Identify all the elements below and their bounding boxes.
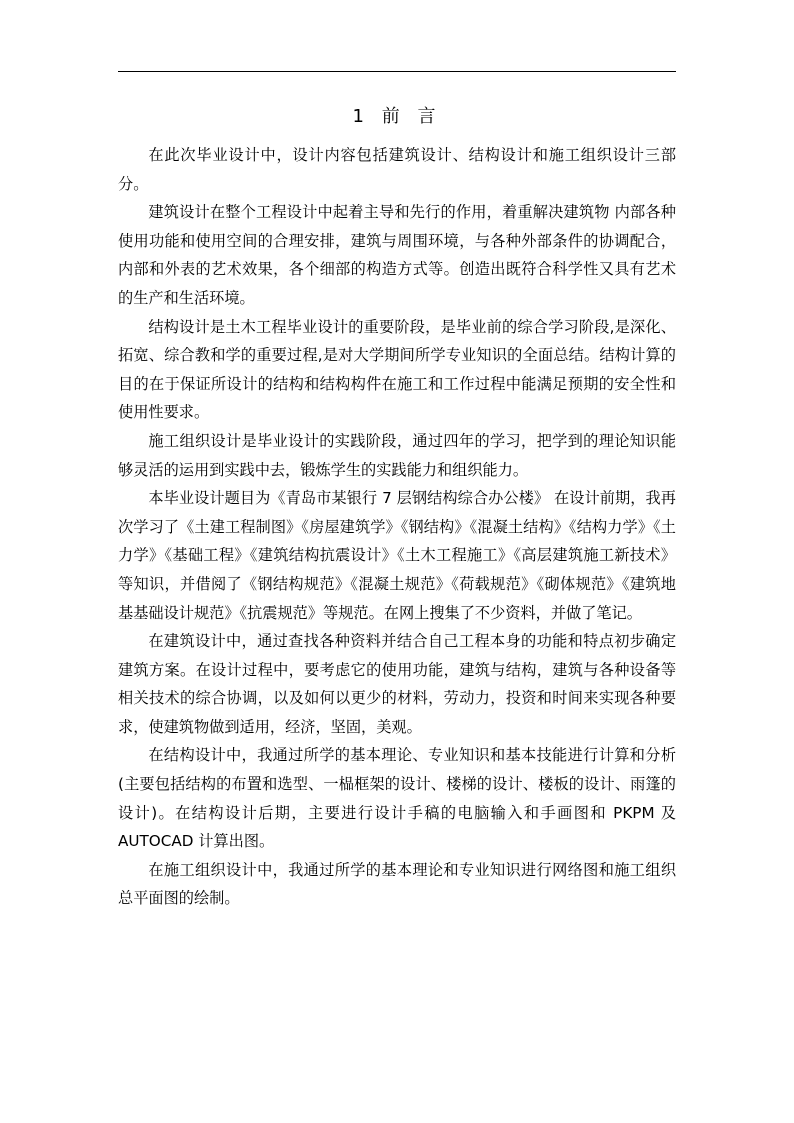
- paragraph: 在施工组织设计中，我通过所学的基本理论和专业知识进行网络图和施工组织总平面图的绘制。: [118, 860, 676, 908]
- paragraph: 在此次毕业设计中，设计内容包括建筑设计、结构设计和施工组织设计三部分。: [118, 146, 676, 193]
- paragraph: 在建筑设计中，通过查找各种资料并结合自己工程本身的功能和特点初步确定建筑方案。在设计过程中，要考虑它的使用功能，建筑与结构，建筑与各种设备等相关技术的综合协调，以及如何以更少的材料，劳动力，投资和时间来实现各种要求，使建筑物做到适用，经济，坚固，美观。: [118, 632, 676, 736]
- body-text: [118, 141, 676, 913]
- paragraph: 施工组织设计是毕业设计的实践阶段，通过四年的学习，把学到的理论知识能够灵活的运用到实践中去，锻炼学生的实践能力和组织能力。: [118, 431, 676, 479]
- header-rule: [118, 71, 676, 72]
- paragraph: 本毕业设计题目为《青岛市某银行 7 层钢结构综合办公楼》 在设计前期，我再次学习了《土建工程制图》《房屋建筑学》《钢结构》《混凝土结构》《结构力学》《土力学》《基础工程》《建筑结构抗震设计》《土木工程施工》《高层建筑施工新技术》等知识，并借阅了《钢结构规范》《混凝土规范》《荷载规范》《砌体规范》《建筑地基基础设计规范》《抗震规范》等规范。在网上搜集了不少资料，并做了笔记。: [118, 489, 676, 622]
- paragraph: 建筑设计在整个工程设计中起着主导和先行的作用，着重解决建筑物 内部各种使用功能和使用空间的合理安排，建筑与周围环境，与各种外部条件的协调配合，内部和外表的艺术效果，各个细部的构造方式等。创造出既符合科学性又具有艺术的生产和生活环境。: [118, 203, 676, 307]
- paragraph: 在结构设计中，我通过所学的基本理论、专业知识和基本技能进行计算和分析(主要包括结构的布置和选型、一榀框架的设计、楼梯的设计、楼板的设计、雨篷的设计)。在结构设计后期，主要进行设计手稿的电脑输入和手画图和 PKPM 及 AUTOCAD 计算出图。: [118, 746, 676, 851]
- paragraph: 结构设计是土木工程毕业设计的重要阶段，是毕业前的综合学习阶段,是深化、拓宽、综合教和学的重要过程,是对大学期间所学专业知识的全面总结。结构计算的目的在于保证所设计的结构和结构构件在施工和工作过程中能满足预期的安全性和使用性要求。: [118, 317, 676, 422]
- page-title: 1 前 言: [352, 106, 442, 127]
